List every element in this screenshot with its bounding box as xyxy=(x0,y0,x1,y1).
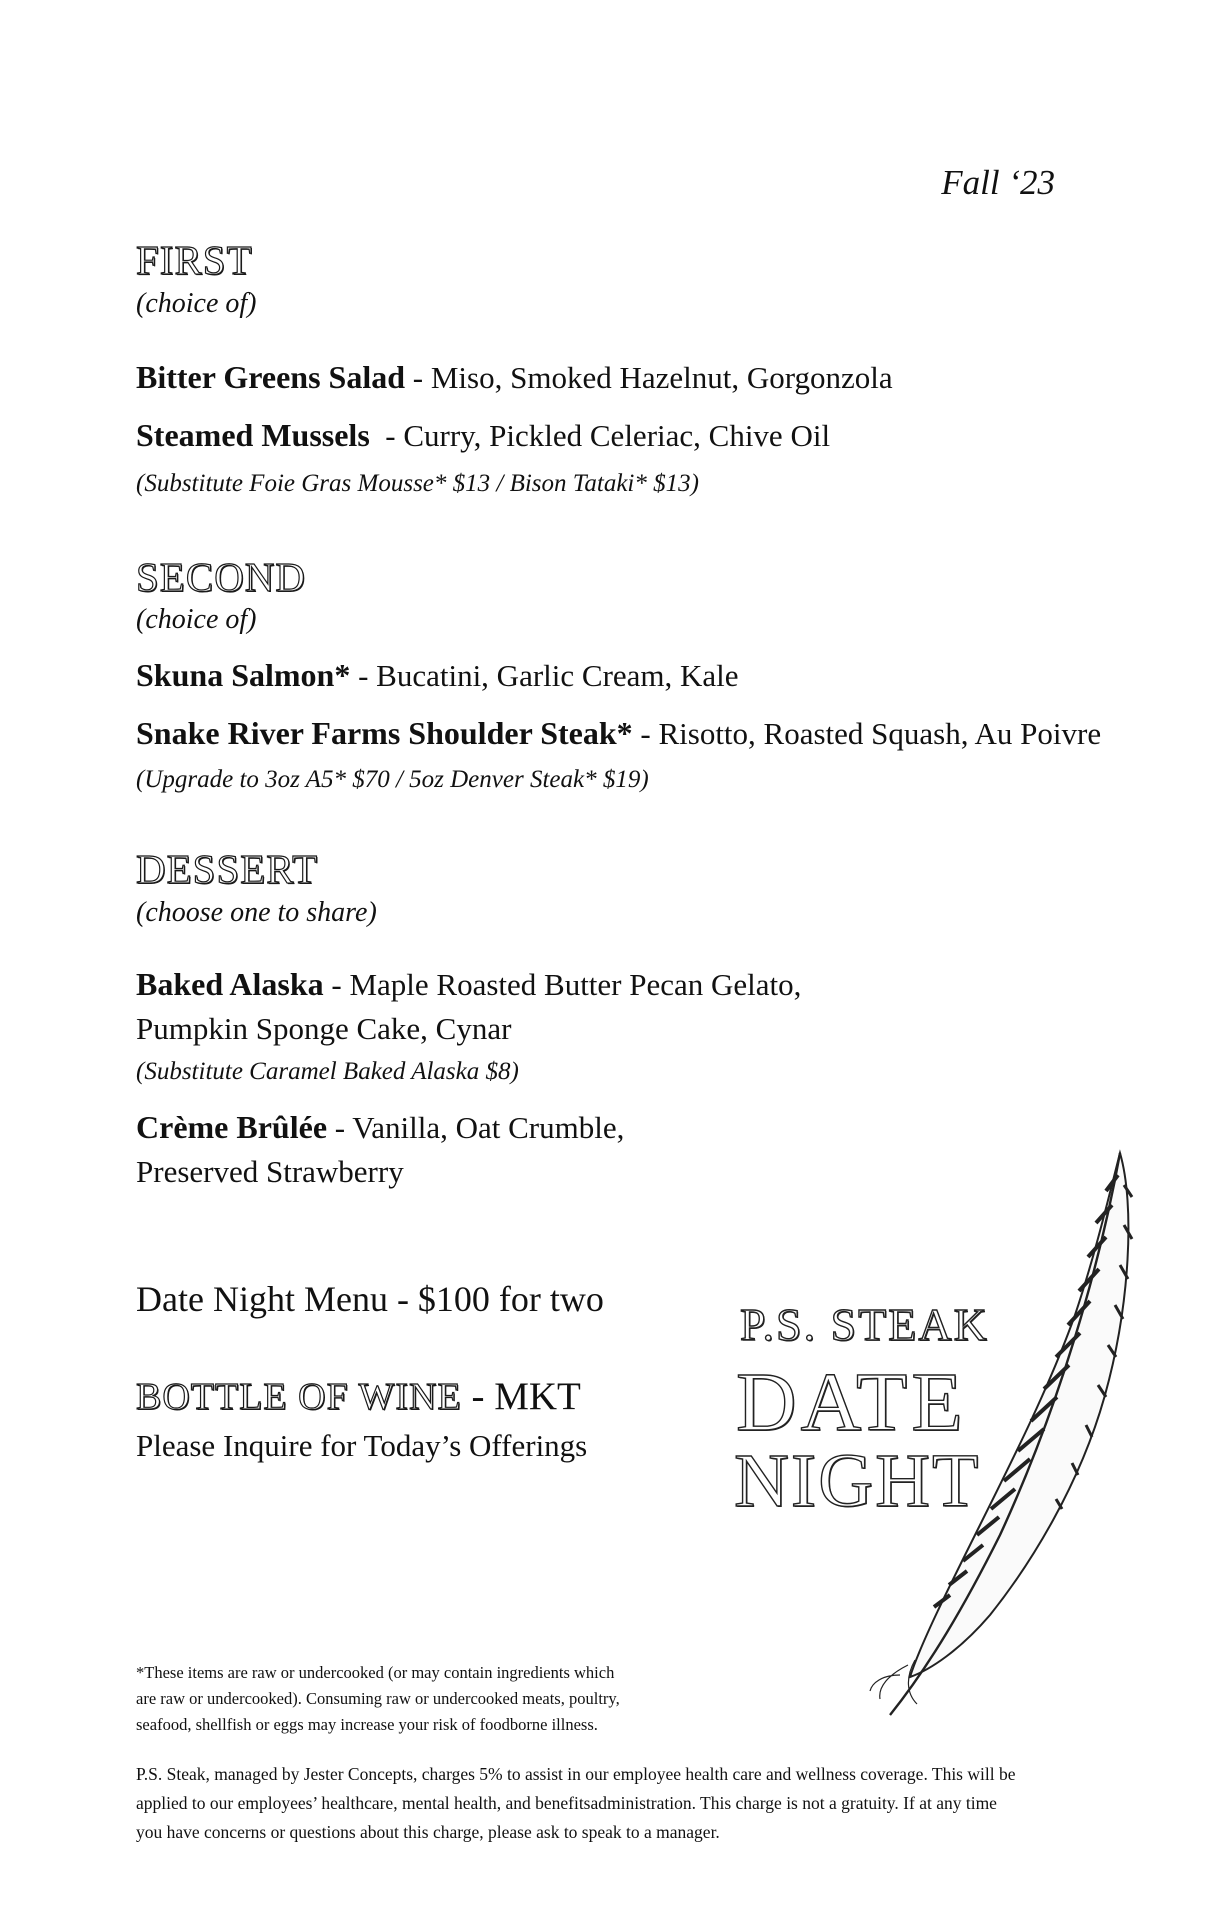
menu-item-desc: - Bucatini, Garlic Cream, Kale xyxy=(350,658,739,693)
menu-item-desc: - Maple Roasted Butter Pecan Gelato, xyxy=(323,967,802,1002)
fee-line: P.S. Steak, managed by Jester Concepts, charges 5% to assist in our employee health care and wellness coverage. This will be xyxy=(136,1764,1016,1784)
service-fee-notice xyxy=(136,1760,1015,1847)
logo-line-3: NIGHT xyxy=(734,1439,981,1523)
section-note-second: (choice of) xyxy=(136,604,257,635)
date-night-price: Date Night Menu - $100 for two xyxy=(136,1279,604,1319)
menu-item xyxy=(136,653,739,698)
menu-item xyxy=(136,962,801,1051)
wine-note: Please Inquire for Today’s Offerings xyxy=(136,1428,588,1463)
section-heading-first: FIRST xyxy=(136,237,253,283)
disclaimer-line: seafood, shellfish or eggs may increase your risk of foodborne illness. xyxy=(136,1715,598,1734)
menu-item-name: Baked Alaska xyxy=(136,966,324,1002)
menu-item-name: Snake River Farms Shoulder Steak* xyxy=(136,715,633,751)
menu-item-desc-cont: Preserved Strawberry xyxy=(136,1154,404,1189)
section-note-dessert: (choose one to share) xyxy=(136,897,377,928)
menu-item-desc: - Risotto, Roasted Squash, Au Poivre xyxy=(632,716,1102,751)
wine-heading: BOTTLE OF WINE xyxy=(136,1376,462,1418)
menu-item-name: Skuna Salmon* xyxy=(136,657,351,693)
disclaimer-line: are raw or undercooked). Consuming raw or undercooked meats, poultry, xyxy=(136,1689,620,1708)
season-label: Fall ‘23 xyxy=(941,163,1055,202)
substitution-note: (Substitute Foie Gras Mousse* $13 / Bison Tataki* $13) xyxy=(136,470,699,497)
logo-line-2: DATE xyxy=(736,1356,967,1449)
menu-item-desc: - Curry, Pickled Celeriac, Chive Oil xyxy=(369,418,831,453)
menu-item-name: Bitter Greens Salad xyxy=(136,359,406,395)
menu-item-name: Crème Brûlée xyxy=(136,1109,328,1145)
logo-line-1: P.S. STEAK xyxy=(740,1299,989,1350)
wine-dash: - xyxy=(461,1375,495,1418)
wine-line xyxy=(136,1374,581,1419)
fee-line: you have concerns or questions about this charge, please ask to speak to a manager. xyxy=(136,1822,720,1842)
menu-item-name: Steamed Mussels xyxy=(136,417,370,453)
menu-item-desc-cont: Pumpkin Sponge Cake, Cynar xyxy=(136,1011,512,1046)
raw-food-disclaimer xyxy=(136,1660,620,1738)
fee-line: applied to our employees’ healthcare, mental health, and benefitsadministration. This charge is not a gratuity. If at any time xyxy=(136,1793,997,1813)
menu-item xyxy=(136,1105,624,1194)
disclaimer-line: *These items are raw or undercooked (or may contain ingredients which xyxy=(136,1663,615,1682)
upgrade-note: (Upgrade to 3oz A5* $70 / 5oz Denver Steak* $19) xyxy=(136,766,649,793)
menu-item xyxy=(136,413,830,458)
section-note-first: (choice of) xyxy=(136,288,257,319)
substitution-note: (Substitute Caramel Baked Alaska $8) xyxy=(136,1058,519,1085)
wine-price: MKT xyxy=(494,1375,581,1418)
menu-item xyxy=(136,355,893,400)
section-heading-second: SECOND xyxy=(136,554,307,600)
menu-item xyxy=(136,711,1101,756)
menu-item-desc: - Vanilla, Oat Crumble, xyxy=(327,1110,625,1145)
section-heading-dessert: DESSERT xyxy=(136,846,319,892)
menu-item-desc: - Miso, Smoked Hazelnut, Gorgonzola xyxy=(405,360,893,395)
